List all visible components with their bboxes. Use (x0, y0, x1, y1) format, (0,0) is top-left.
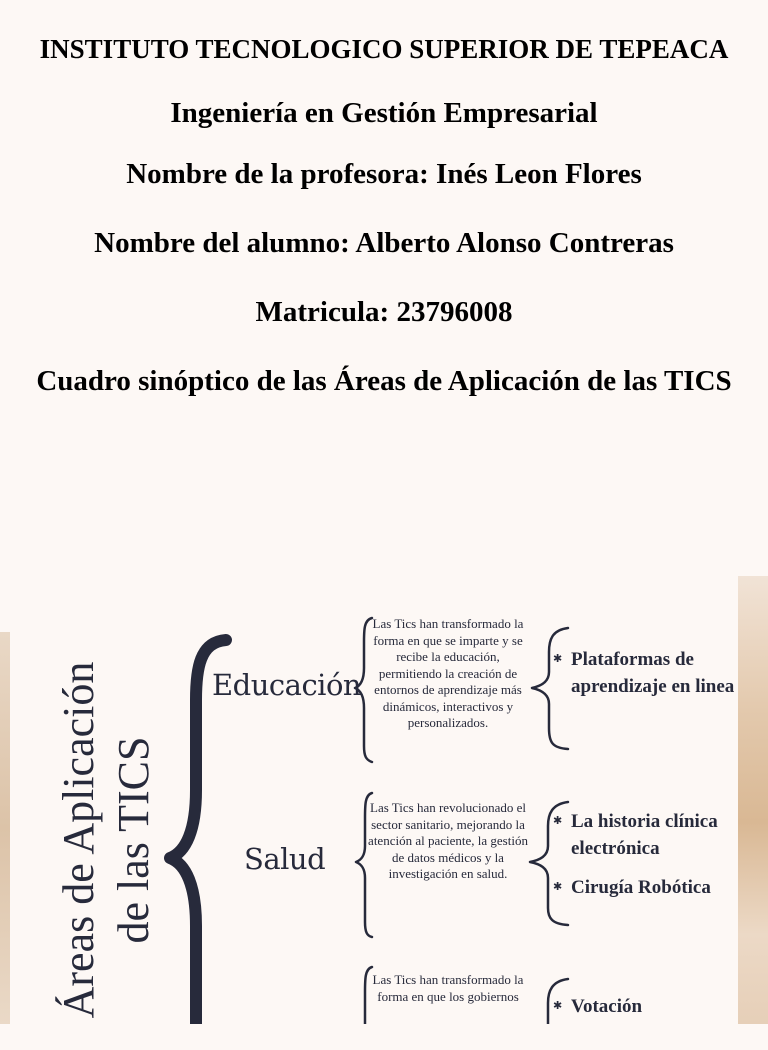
area-health-description: Las Tics han revolucionado el sector sanitario, mejorando la atención al paciente, la gestión de datos médicos y la investigación en salud. (368, 800, 528, 881)
diagram-title-line2: de las TICS (109, 736, 158, 944)
area-health: Salud (244, 842, 326, 876)
area-education-description: Las Tics han transformado la forma en que se imparte y se recibe la educación, permitiendo la creación de entornos de aprendizaje más dinámicos, interactivos y personalizados. (372, 616, 524, 730)
student-id: Matricula: 23796008 (255, 296, 513, 328)
student-name: Nombre del alumno: Alberto Alonso Contreras (94, 227, 674, 259)
area-education-item: ✱ Plataformas de aprendizaje en linea (553, 646, 743, 700)
area-education: Educación (212, 668, 362, 702)
area-health-item: ✱ La historia clínica electrónica (553, 808, 756, 862)
area-health-item: ✱ Cirugía Robótica (553, 874, 756, 901)
area-government-item: ✱ Votación (553, 993, 743, 1020)
career-name: Ingeniería en Gestión Empresarial (170, 97, 598, 129)
teacher-name: Nombre de la profesora: Inés Leon Flores (126, 158, 642, 190)
diagram-title-line1: Áreas de Aplicación (54, 661, 103, 1019)
document-subject: Cuadro sinóptico de las Áreas de Aplicación de las TICS (36, 365, 732, 397)
institute-name: INSTITUTO TECNOLOGICO SUPERIOR DE TEPEACA (39, 34, 729, 64)
area-government-description: Las Tics han transformado la forma en que los gobiernos (372, 972, 524, 1004)
